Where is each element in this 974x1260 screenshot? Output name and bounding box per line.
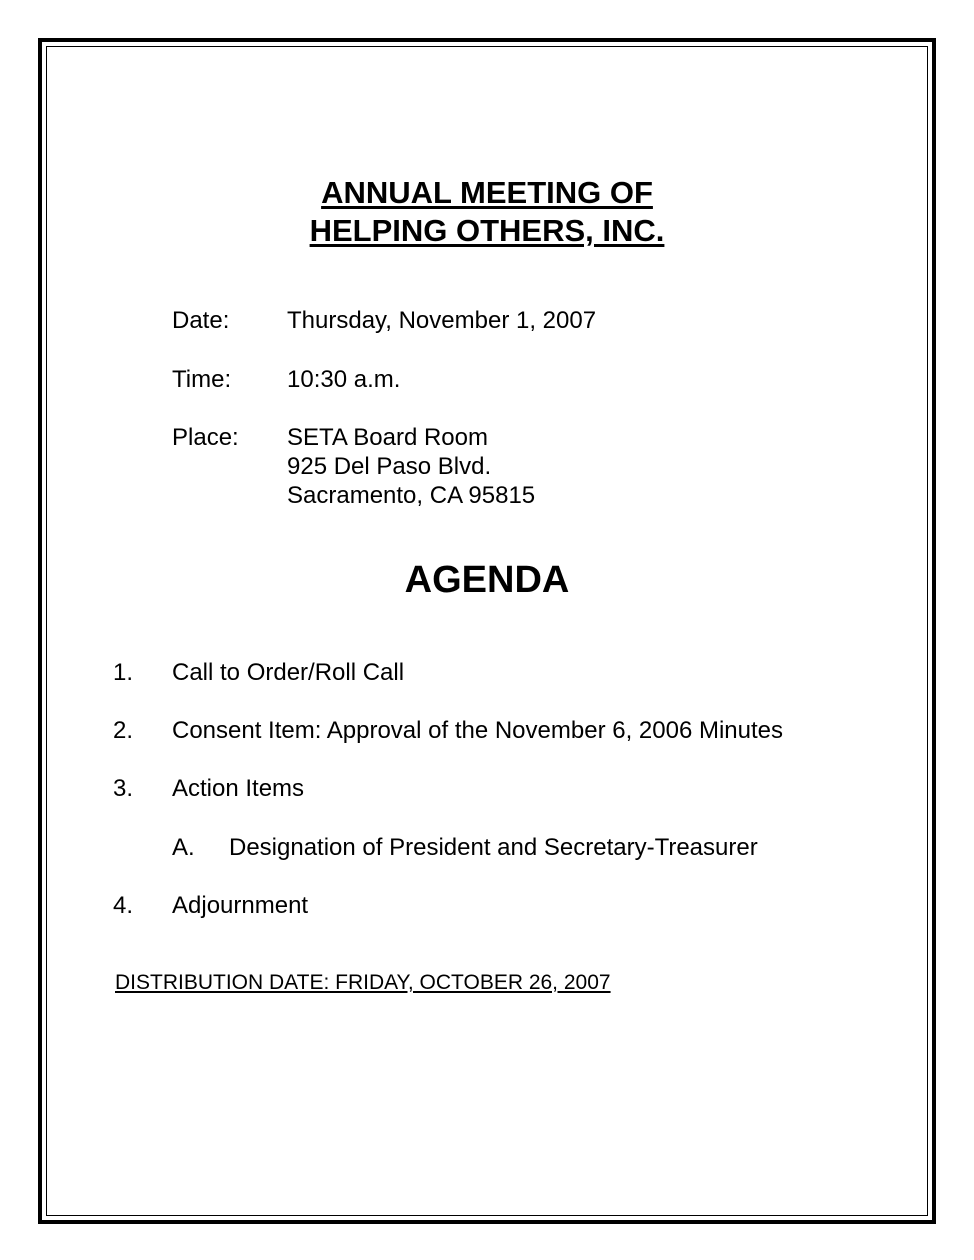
date-label: Date: — [172, 307, 230, 334]
place-line-1: SETA Board Room — [287, 424, 488, 451]
agenda-item-text: Call to Order/Roll Call — [172, 659, 405, 686]
agenda-item-number: 2. — [113, 717, 134, 744]
agenda-subitem-text: Designation of President and Secretary-Treasurer — [229, 834, 758, 861]
time-label: Time: — [172, 366, 232, 393]
place-line-2: 925 Del Paso Blvd. — [287, 453, 492, 480]
date-value: Thursday, November 1, 2007 — [287, 307, 597, 334]
title-line-2: HELPING OTHERS, INC. — [309, 213, 665, 248]
agenda-heading: AGENDA — [404, 559, 570, 601]
place-line-3: Sacramento, CA 95815 — [287, 482, 536, 509]
agenda-item-text: Action Items — [172, 775, 305, 802]
agenda-subitem-letter: A. — [172, 834, 195, 861]
time-value: 10:30 a.m. — [287, 366, 401, 393]
distribution-date: DISTRIBUTION DATE: FRIDAY, OCTOBER 26, 2007 — [115, 971, 611, 994]
agenda-item-number: 1. — [113, 659, 134, 686]
agenda-item-number: 4. — [113, 892, 134, 919]
agenda-item-text: Adjournment — [172, 892, 309, 919]
place-label: Place: — [172, 424, 239, 451]
agenda-item-number: 3. — [113, 775, 134, 802]
agenda-item-text: Consent Item: Approval of the November 6, 2006 Minutes — [172, 717, 784, 744]
title-line-1: ANNUAL MEETING OF — [321, 175, 653, 210]
